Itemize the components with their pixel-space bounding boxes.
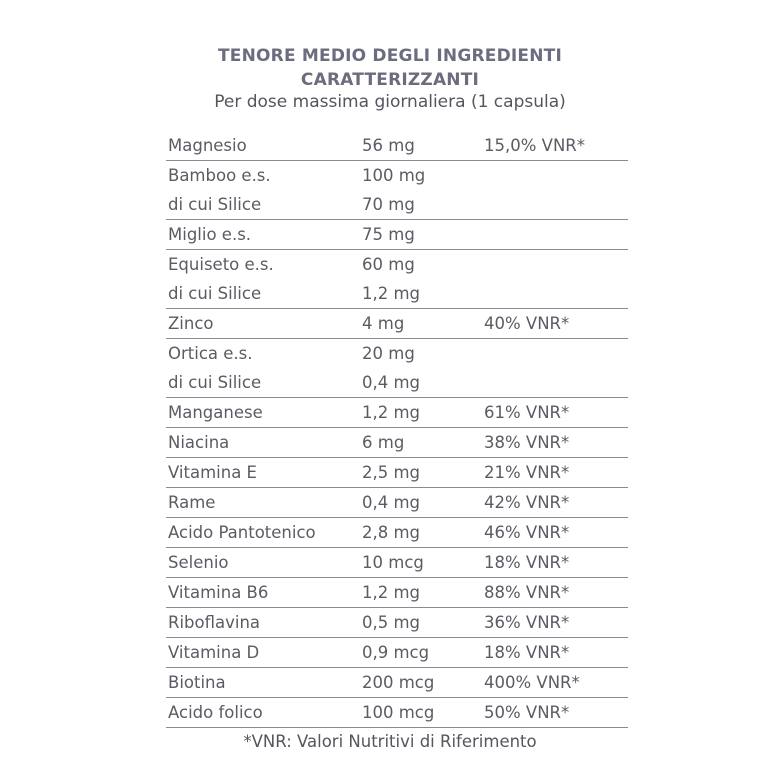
- table-row: [166, 458, 628, 487]
- ingredient-name: Biotina: [168, 673, 226, 692]
- ingredient-amount: 0,4 mg: [362, 493, 421, 512]
- ingredient-name: di cui Silice: [168, 195, 262, 214]
- table-row-group: [166, 518, 628, 548]
- ingredient-vnr: 18% VNR*: [484, 643, 570, 662]
- ingredient-amount: 1,2 mg: [362, 403, 421, 422]
- ingredient-amount: 1,2 mg: [362, 583, 421, 602]
- ingredient-vnr: 46% VNR*: [484, 523, 570, 542]
- ingredient-name: Acido folico: [168, 703, 263, 722]
- table-subtitle: Per dose massima giornaliera (1 capsula): [214, 92, 566, 112]
- ingredient-amount: 6 mg: [362, 433, 405, 452]
- ingredient-amount: 20 mg: [362, 344, 415, 363]
- ingredient-name: Equiseto e.s.: [168, 255, 274, 274]
- ingredient-name: Manganese: [168, 403, 263, 422]
- ingredient-vnr: 40% VNR*: [484, 314, 570, 333]
- ingredient-vnr: 36% VNR*: [484, 613, 570, 632]
- table-row: [166, 698, 628, 727]
- table-row: [166, 488, 628, 517]
- ingredients-table: [166, 131, 628, 728]
- ingredient-amount: 1,2 mg: [362, 284, 421, 303]
- table-row: [166, 578, 628, 607]
- ingredient-vnr: 15,0% VNR*: [484, 136, 586, 155]
- ingredient-name: Zinco: [168, 314, 214, 333]
- ingredient-vnr: 21% VNR*: [484, 463, 570, 482]
- ingredient-name: Vitamina E: [168, 463, 257, 482]
- table-row-group: [166, 578, 628, 608]
- table-row-group: [166, 428, 628, 458]
- table-row: [166, 161, 628, 190]
- ingredient-amount: 4 mg: [362, 314, 405, 333]
- ingredient-amount: 100 mcg: [362, 703, 435, 722]
- table-row: [166, 309, 628, 338]
- table-row-group: [166, 638, 628, 668]
- ingredient-amount: 0,5 mg: [362, 613, 421, 632]
- ingredient-amount: 75 mg: [362, 225, 415, 244]
- ingredient-amount: 60 mg: [362, 255, 415, 274]
- table-row: [166, 518, 628, 547]
- ingredient-vnr: 42% VNR*: [484, 493, 570, 512]
- ingredient-amount: 100 mg: [362, 166, 426, 185]
- table-row: [166, 668, 628, 697]
- ingredient-amount: 2,8 mg: [362, 523, 421, 542]
- ingredient-name: Magnesio: [168, 136, 247, 155]
- table-row-group: [166, 398, 628, 428]
- ingredient-vnr: 38% VNR*: [484, 433, 570, 452]
- ingredient-name: Bamboo e.s.: [168, 166, 271, 185]
- ingredient-amount: 70 mg: [362, 195, 415, 214]
- table-row: [166, 250, 628, 279]
- table-row-group: [166, 488, 628, 518]
- ingredient-vnr: 400% VNR*: [484, 673, 580, 692]
- ingredient-name: Niacina: [168, 433, 230, 452]
- table-title-line-1: TENORE MEDIO DEGLI INGREDIENTI: [217, 46, 562, 66]
- table-row: [166, 279, 628, 308]
- table-row: [166, 548, 628, 577]
- table-row: [166, 428, 628, 457]
- ingredient-amount: 10 mcg: [362, 553, 424, 572]
- ingredient-name: di cui Silice: [168, 284, 262, 303]
- table-row: [166, 220, 628, 249]
- table-row-group: [166, 161, 628, 220]
- ingredient-name: Vitamina B6: [168, 583, 269, 602]
- table-row-group: [166, 131, 628, 161]
- footnote: *VNR: Valori Nutritivi di Riferimento: [243, 732, 537, 751]
- ingredient-name: Vitamina D: [168, 643, 260, 662]
- table-row: [166, 608, 628, 637]
- ingredient-vnr: 61% VNR*: [484, 403, 570, 422]
- table-row: [166, 368, 628, 397]
- ingredient-name: di cui Silice: [168, 373, 262, 392]
- table-row-group: [166, 250, 628, 309]
- ingredient-vnr: 50% VNR*: [484, 703, 570, 722]
- table-row-group: [166, 458, 628, 488]
- ingredient-name: Rame: [168, 493, 216, 512]
- ingredient-name: Ortica e.s.: [168, 344, 253, 363]
- ingredient-vnr: 88% VNR*: [484, 583, 570, 602]
- ingredient-amount: 2,5 mg: [362, 463, 421, 482]
- table-row-group: [166, 220, 628, 250]
- table-row-group: [166, 309, 628, 339]
- table-row: [166, 190, 628, 219]
- ingredient-amount: 56 mg: [362, 136, 415, 155]
- table-row-group: [166, 548, 628, 578]
- table-row-group: [166, 668, 628, 698]
- ingredient-name: Selenio: [168, 553, 229, 572]
- table-row: [166, 398, 628, 427]
- ingredient-name: Riboflavina: [168, 613, 261, 632]
- table-row-group: [166, 608, 628, 638]
- ingredient-name: Acido Pantotenico: [168, 523, 316, 542]
- table-row-group: [166, 698, 628, 728]
- ingredient-amount: 0,9 mcg: [362, 643, 430, 662]
- table-row: [166, 131, 628, 160]
- table-title-line-2: CARATTERIZZANTI: [300, 70, 480, 90]
- ingredient-amount: 0,4 mg: [362, 373, 421, 392]
- ingredient-name: Miglio e.s.: [168, 225, 252, 244]
- ingredient-amount: 200 mcg: [362, 673, 435, 692]
- ingredient-vnr: 18% VNR*: [484, 553, 570, 572]
- table-row-group: [166, 339, 628, 398]
- table-row: [166, 638, 628, 667]
- table-row: [166, 339, 628, 368]
